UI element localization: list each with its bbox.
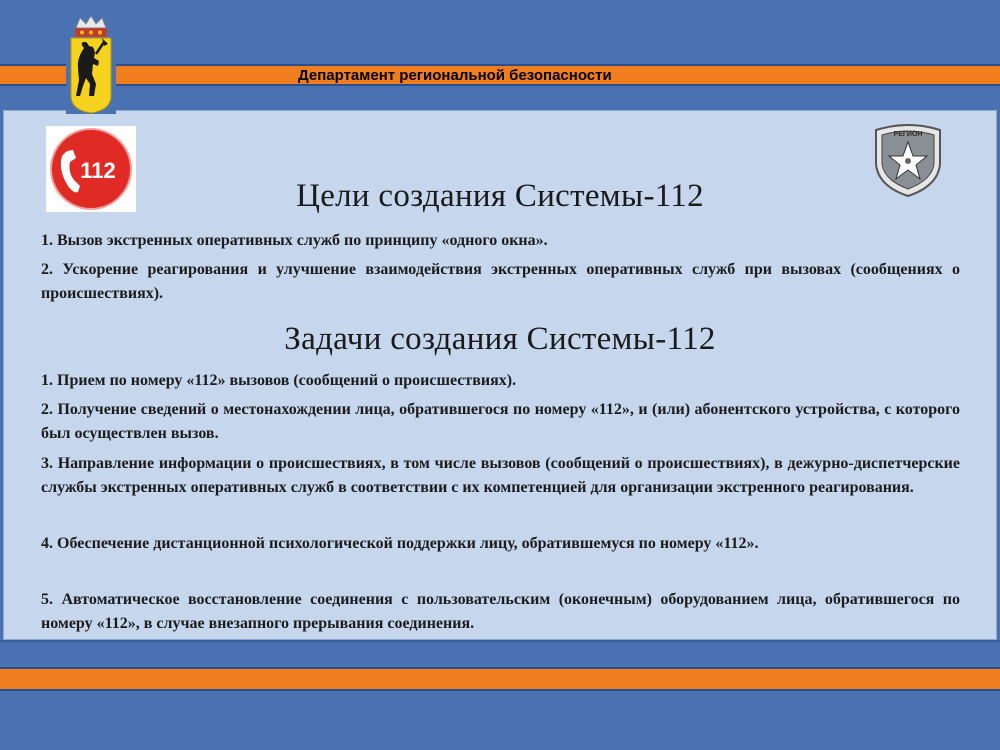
footer-orange-bar: [0, 667, 1000, 691]
header-bar: [0, 64, 1000, 86]
header-lower-band: [0, 86, 1000, 110]
task-item-5: 5. Автоматическое восстановление соединения с пользовательским (оконечным) оборудованием лица, обратившегося по номеру «112», в случае внезапного прерывания соединения.: [41, 591, 960, 632]
task-item-2: 2. Получение сведений о местонахождении лица, обратившегося по номеру «112», и (или) абонентского устройства, с которого был осуществлен вызов.: [41, 401, 960, 442]
task-item-3: 3. Направление информации о происшествиях, в том числе вызовов (сообщений о происшествиях), в дежурно-диспетчерские службы экстренных оперативных служб в соответствии с их компетенцией для организации экстренного реагирования.: [41, 455, 960, 496]
header-title: Департамент региональной безопасности: [298, 67, 612, 84]
logo-112-text: 112: [80, 158, 116, 183]
goal-item-1: 1. Вызов экстренных оперативных служб по принципу «одного окна».: [41, 232, 548, 249]
yaroslavl-crest-icon: [66, 14, 116, 114]
task-item-4: 4. Обеспечение дистанционной психологической поддержки лицу, обратившемуся по номеру «112».: [41, 535, 759, 552]
top-band: [0, 0, 1000, 64]
goals-title: Цели создания Системы-112: [296, 178, 704, 214]
task-item-1: 1. Прием по номеру «112» вызовов (сообщений о происшествиях).: [41, 372, 517, 389]
footer-band-bottom: [0, 691, 1000, 750]
region-emblem-text: РЕГИОН: [893, 131, 923, 138]
tasks-title: Задачи создания Системы-112: [284, 321, 716, 357]
goal-item-2: 2. Ускорение реагирования и улучшение взаимодействия экстренных оперативных служб при вызовах (сообщениях о происшествиях).: [41, 261, 960, 302]
footer-band-top: [0, 640, 1000, 667]
